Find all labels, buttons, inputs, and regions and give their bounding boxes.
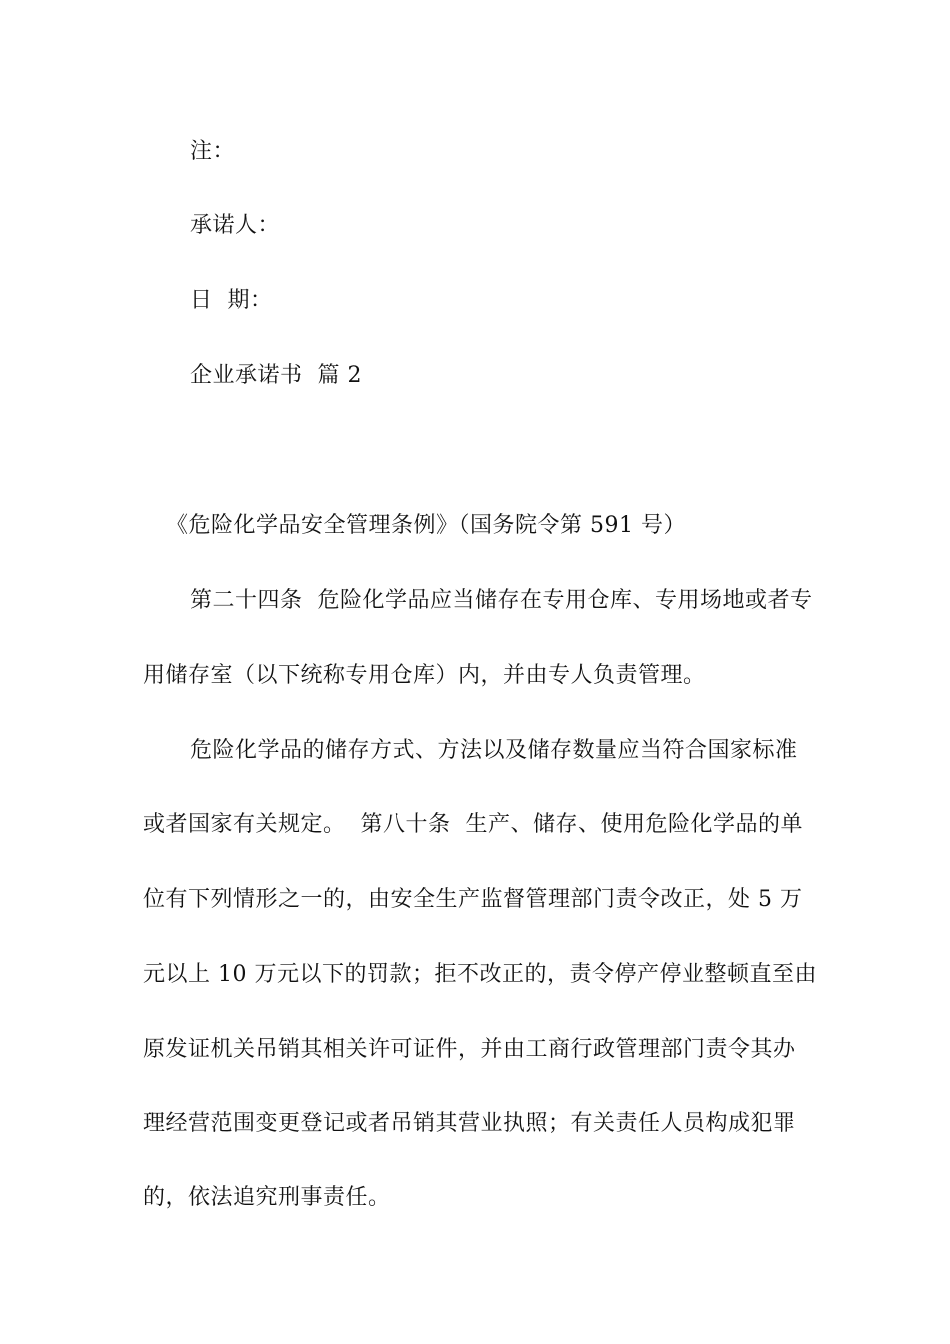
regulation-title: 《危险化学品安全管理条例》（国务院令第 591 号） [166,513,686,538]
paragraph-line: 用储存室（以下统称专用仓库）内，并由专人负责管理。 [143,663,706,688]
paragraph-line: 危险化学品的储存方式、方法以及储存数量应当符合国家标准 [190,738,798,763]
paragraph-line: 第二十四条 危险化学品应当储存在专用仓库、专用场地或者专 [190,588,813,613]
paragraph-line: 的，依法追究刑事责任。 [143,1185,391,1210]
paragraph-line: 或者国家有关规定。 第八十条 生产、储存、使用危险化学品的单 [143,812,803,837]
paragraph-line: 位有下列情形之一的，由安全生产监督管理部门责令改正，处 5 万 [143,887,803,912]
note-label: 注： [190,139,236,164]
promisor-label: 承诺人： [190,213,281,238]
paragraph-line: 元以上 10 万元以下的罚款；拒不改正的，责令停产停业整顿直至由 [143,962,817,987]
section-heading: 企业承诺书 篇 2 [190,363,362,388]
paragraph-line: 原发证机关吊销其相关许可证件，并由工商行政管理部门责令其办 [143,1037,796,1062]
date-label: 日 期： [190,288,273,313]
paragraph-line: 理经营范围变更登记或者吊销其营业执照；有关责任人员构成犯罪 [143,1111,796,1136]
